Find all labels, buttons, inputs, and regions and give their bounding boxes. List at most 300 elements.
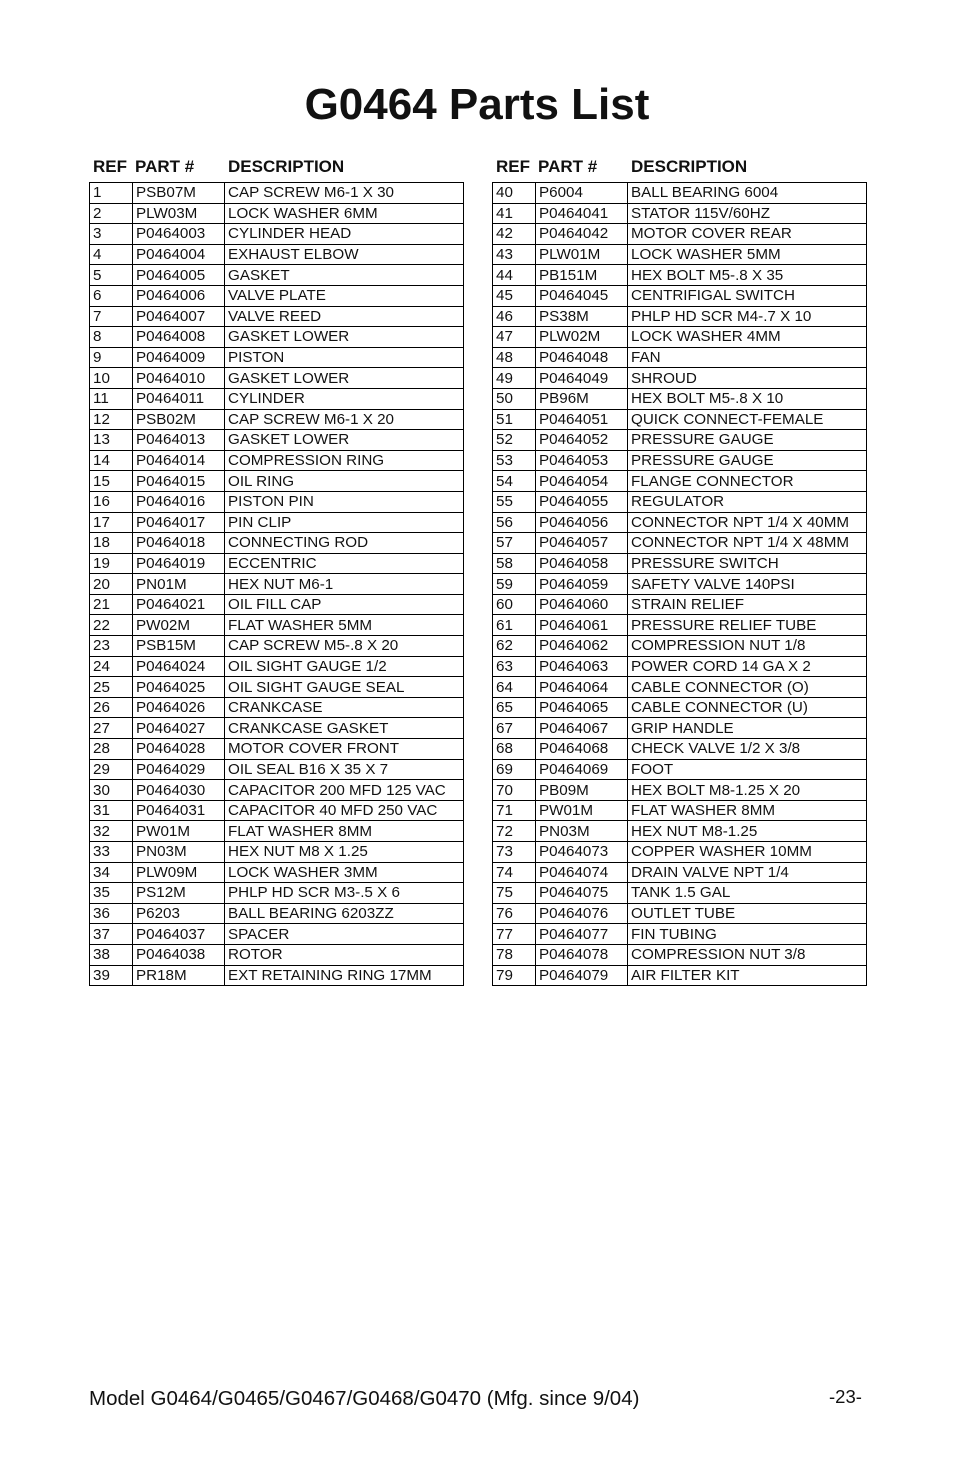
part-number-cell: P0464041 xyxy=(536,203,628,224)
part-number-cell: P0464021 xyxy=(133,594,225,615)
table-row xyxy=(493,491,867,512)
part-number-cell: P0464057 xyxy=(536,533,628,554)
description-cell: FLANGE CONNECTOR xyxy=(628,471,867,492)
table-row xyxy=(90,553,464,574)
ref-cell: 67 xyxy=(493,718,536,739)
part-number-cell: P0464064 xyxy=(536,677,628,698)
part-number-cell: P0464018 xyxy=(133,533,225,554)
parts-grid xyxy=(492,182,867,986)
table-row xyxy=(493,615,867,636)
part-number-cell: PR18M xyxy=(133,965,225,986)
table-row xyxy=(493,244,867,265)
parts-grid xyxy=(89,182,464,986)
part-column-header: PART # xyxy=(538,157,598,176)
description-cell: CAPACITOR 200 MFD 125 VAC xyxy=(225,780,464,801)
ref-cell: 60 xyxy=(493,594,536,615)
description-cell: LOCK WASHER 3MM xyxy=(225,862,464,883)
ref-column-header: REF xyxy=(496,157,530,176)
description-cell: PISTON xyxy=(225,347,464,368)
ref-cell: 11 xyxy=(90,388,133,409)
description-cell: COMPRESSION NUT 1/8 xyxy=(628,636,867,657)
table-row xyxy=(90,677,464,698)
ref-cell: 62 xyxy=(493,636,536,657)
part-number-cell: P0464010 xyxy=(133,368,225,389)
table-row xyxy=(90,615,464,636)
ref-cell: 30 xyxy=(90,780,133,801)
table-header xyxy=(89,154,464,182)
ref-cell: 19 xyxy=(90,553,133,574)
part-number-cell: PW01M xyxy=(133,821,225,842)
ref-cell: 6 xyxy=(90,285,133,306)
part-number-cell: P0464055 xyxy=(536,491,628,512)
description-cell: GASKET LOWER xyxy=(225,430,464,451)
part-number-cell: P0464026 xyxy=(133,697,225,718)
part-number-cell: P0464076 xyxy=(536,903,628,924)
part-number-cell: P0464011 xyxy=(133,388,225,409)
ref-cell: 73 xyxy=(493,842,536,863)
part-number-cell: P0464051 xyxy=(536,409,628,430)
description-cell: CAPACITOR 40 MFD 250 VAC xyxy=(225,800,464,821)
description-cell: HEX BOLT M5-.8 X 35 xyxy=(628,265,867,286)
description-cell: CONNECTING ROD xyxy=(225,533,464,554)
table-row xyxy=(493,739,867,760)
table-row xyxy=(90,594,464,615)
description-cell: VALVE REED xyxy=(225,306,464,327)
part-number-cell: P0464052 xyxy=(536,430,628,451)
description-cell: ROTOR xyxy=(225,944,464,965)
ref-cell: 18 xyxy=(90,533,133,554)
table-row xyxy=(493,800,867,821)
description-cell: GRIP HANDLE xyxy=(628,718,867,739)
page-number: -23- xyxy=(829,1386,862,1407)
table-row xyxy=(90,409,464,430)
table-row xyxy=(493,636,867,657)
table-row xyxy=(90,450,464,471)
part-number-cell: P0464048 xyxy=(536,347,628,368)
ref-cell: 54 xyxy=(493,471,536,492)
ref-cell: 4 xyxy=(90,244,133,265)
description-cell: HEX BOLT M5-.8 X 10 xyxy=(628,388,867,409)
table-row xyxy=(493,677,867,698)
description-cell: PRESSURE GAUGE xyxy=(628,450,867,471)
description-cell: FIN TUBING xyxy=(628,924,867,945)
part-number-cell: P0464016 xyxy=(133,491,225,512)
description-cell: SAFETY VALVE 140PSI xyxy=(628,574,867,595)
ref-cell: 23 xyxy=(90,636,133,657)
ref-cell: 26 xyxy=(90,697,133,718)
table-row xyxy=(90,203,464,224)
ref-cell: 69 xyxy=(493,759,536,780)
description-cell: PHLP HD SCR M3-.5 X 6 xyxy=(225,883,464,904)
part-number-cell: P0464045 xyxy=(536,285,628,306)
ref-cell: 37 xyxy=(90,924,133,945)
description-cell: HEX NUT M8-1.25 xyxy=(628,821,867,842)
part-number-cell: P0464006 xyxy=(133,285,225,306)
description-cell: OIL SEAL B16 X 35 X 7 xyxy=(225,759,464,780)
description-cell: PISTON PIN xyxy=(225,491,464,512)
ref-cell: 46 xyxy=(493,306,536,327)
description-cell: CENTRIFIGAL SWITCH xyxy=(628,285,867,306)
part-number-cell: P0464015 xyxy=(133,471,225,492)
description-cell: VALVE PLATE xyxy=(225,285,464,306)
parts-grid-body xyxy=(493,183,867,986)
parts-grid-body xyxy=(90,183,464,986)
ref-cell: 75 xyxy=(493,883,536,904)
part-number-cell: P0464079 xyxy=(536,965,628,986)
ref-cell: 12 xyxy=(90,409,133,430)
table-row xyxy=(90,224,464,245)
part-number-cell: P0464074 xyxy=(536,862,628,883)
part-number-cell: P0464054 xyxy=(536,471,628,492)
table-row xyxy=(493,512,867,533)
part-number-cell: P6203 xyxy=(133,903,225,924)
description-cell: TANK 1.5 GAL xyxy=(628,883,867,904)
table-row xyxy=(90,533,464,554)
ref-cell: 44 xyxy=(493,265,536,286)
ref-cell: 71 xyxy=(493,800,536,821)
ref-cell: 2 xyxy=(90,203,133,224)
part-number-cell: P0464025 xyxy=(133,677,225,698)
part-number-cell: P0464009 xyxy=(133,347,225,368)
description-cell: COMPRESSION RING xyxy=(225,450,464,471)
table-row xyxy=(493,924,867,945)
table-row xyxy=(90,183,464,204)
ref-cell: 36 xyxy=(90,903,133,924)
ref-cell: 31 xyxy=(90,800,133,821)
ref-cell: 13 xyxy=(90,430,133,451)
description-cell: BALL BEARING 6203ZZ xyxy=(225,903,464,924)
table-row xyxy=(493,594,867,615)
description-cell: CYLINDER HEAD xyxy=(225,224,464,245)
part-number-cell: PS12M xyxy=(133,883,225,904)
table-row xyxy=(90,636,464,657)
part-number-cell: P0464053 xyxy=(536,450,628,471)
part-number-cell: PSB07M xyxy=(133,183,225,204)
part-number-cell: P0464004 xyxy=(133,244,225,265)
table-row xyxy=(493,533,867,554)
table-row xyxy=(493,780,867,801)
table-row xyxy=(90,883,464,904)
part-number-cell: P0464013 xyxy=(133,430,225,451)
description-cell: EXT RETAINING RING 17MM xyxy=(225,965,464,986)
table-row xyxy=(493,430,867,451)
table-row xyxy=(90,471,464,492)
description-cell: OIL RING xyxy=(225,471,464,492)
description-cell: FLAT WASHER 8MM xyxy=(225,821,464,842)
part-number-cell: P0464068 xyxy=(536,739,628,760)
table-row xyxy=(493,368,867,389)
description-cell: PRESSURE RELIEF TUBE xyxy=(628,615,867,636)
description-cell: CONNECTOR NPT 1/4 X 48MM xyxy=(628,533,867,554)
description-cell: STATOR 115V/60HZ xyxy=(628,203,867,224)
part-number-cell: PLW09M xyxy=(133,862,225,883)
description-column-header: DESCRIPTION xyxy=(228,157,345,176)
description-cell: PRESSURE GAUGE xyxy=(628,430,867,451)
table-row xyxy=(493,388,867,409)
ref-cell: 39 xyxy=(90,965,133,986)
part-number-cell: P0464063 xyxy=(536,656,628,677)
table-row xyxy=(90,800,464,821)
table-row xyxy=(493,327,867,348)
description-cell: CHECK VALVE 1/2 X 3/8 xyxy=(628,739,867,760)
table-row xyxy=(90,821,464,842)
parts-table-right xyxy=(492,154,867,986)
table-row xyxy=(493,821,867,842)
part-number-cell: P6004 xyxy=(536,183,628,204)
part-number-cell: P0464005 xyxy=(133,265,225,286)
description-cell: FAN xyxy=(628,347,867,368)
table-row xyxy=(493,224,867,245)
ref-cell: 28 xyxy=(90,739,133,760)
part-number-cell: P0464031 xyxy=(133,800,225,821)
description-cell: ECCENTRIC xyxy=(225,553,464,574)
ref-cell: 38 xyxy=(90,944,133,965)
part-number-cell: P0464075 xyxy=(536,883,628,904)
description-cell: GASKET xyxy=(225,265,464,286)
description-cell: CAP SCREW M6-1 X 20 xyxy=(225,409,464,430)
description-cell: OIL SIGHT GAUGE SEAL xyxy=(225,677,464,698)
part-number-cell: P0464028 xyxy=(133,739,225,760)
footer-model-info: Model G0464/G0465/G0467/G0468/G0470 (Mfg. since 9/04) xyxy=(89,1387,640,1410)
parts-table-left xyxy=(89,154,464,986)
part-number-cell: P0464008 xyxy=(133,327,225,348)
ref-cell: 14 xyxy=(90,450,133,471)
part-number-cell: PW01M xyxy=(536,800,628,821)
description-cell: GASKET LOWER xyxy=(225,327,464,348)
table-row xyxy=(90,430,464,451)
ref-cell: 40 xyxy=(493,183,536,204)
description-cell: HEX NUT M8 X 1.25 xyxy=(225,842,464,863)
part-number-cell: PSB15M xyxy=(133,636,225,657)
ref-cell: 17 xyxy=(90,512,133,533)
description-cell: AIR FILTER KIT xyxy=(628,965,867,986)
part-number-cell: P0464027 xyxy=(133,718,225,739)
table-row xyxy=(493,944,867,965)
part-number-cell: PN03M xyxy=(133,842,225,863)
description-cell: HEX BOLT M8-1.25 X 20 xyxy=(628,780,867,801)
ref-cell: 70 xyxy=(493,780,536,801)
part-number-cell: P0464038 xyxy=(133,944,225,965)
description-cell: FOOT xyxy=(628,759,867,780)
part-number-cell: P0464061 xyxy=(536,615,628,636)
ref-cell: 59 xyxy=(493,574,536,595)
table-row xyxy=(493,409,867,430)
part-number-cell: P0464060 xyxy=(536,594,628,615)
table-row xyxy=(90,697,464,718)
description-column-header: DESCRIPTION xyxy=(631,157,748,176)
description-cell: POWER CORD 14 GA X 2 xyxy=(628,656,867,677)
description-cell: CONNECTOR NPT 1/4 X 40MM xyxy=(628,512,867,533)
ref-cell: 47 xyxy=(493,327,536,348)
ref-cell: 50 xyxy=(493,388,536,409)
table-row xyxy=(90,944,464,965)
ref-cell: 9 xyxy=(90,347,133,368)
ref-cell: 68 xyxy=(493,739,536,760)
table-row xyxy=(493,265,867,286)
part-column-header: PART # xyxy=(135,157,195,176)
table-row xyxy=(493,656,867,677)
ref-cell: 74 xyxy=(493,862,536,883)
ref-cell: 49 xyxy=(493,368,536,389)
part-number-cell: P0464030 xyxy=(133,780,225,801)
ref-cell: 43 xyxy=(493,244,536,265)
ref-cell: 33 xyxy=(90,842,133,863)
description-cell: OIL SIGHT GAUGE 1/2 xyxy=(225,656,464,677)
table-row xyxy=(493,347,867,368)
description-cell: CABLE CONNECTOR (O) xyxy=(628,677,867,698)
part-number-cell: P0464003 xyxy=(133,224,225,245)
part-number-cell: P0464058 xyxy=(536,553,628,574)
table-row xyxy=(493,862,867,883)
part-number-cell: PN03M xyxy=(536,821,628,842)
ref-cell: 24 xyxy=(90,656,133,677)
description-cell: CRANKCASE GASKET xyxy=(225,718,464,739)
part-number-cell: P0464017 xyxy=(133,512,225,533)
ref-cell: 58 xyxy=(493,553,536,574)
table-row xyxy=(493,203,867,224)
ref-cell: 41 xyxy=(493,203,536,224)
part-number-cell: P0464024 xyxy=(133,656,225,677)
description-cell: FLAT WASHER 5MM xyxy=(225,615,464,636)
ref-cell: 1 xyxy=(90,183,133,204)
description-cell: BALL BEARING 6004 xyxy=(628,183,867,204)
part-number-cell: P0464062 xyxy=(536,636,628,657)
description-cell: CRANKCASE xyxy=(225,697,464,718)
ref-cell: 25 xyxy=(90,677,133,698)
ref-cell: 53 xyxy=(493,450,536,471)
description-cell: CYLINDER xyxy=(225,388,464,409)
ref-cell: 27 xyxy=(90,718,133,739)
table-row xyxy=(90,842,464,863)
part-number-cell: PS38M xyxy=(536,306,628,327)
description-cell: HEX NUT M6-1 xyxy=(225,574,464,595)
ref-cell: 29 xyxy=(90,759,133,780)
description-cell: MOTOR COVER REAR xyxy=(628,224,867,245)
part-number-cell: P0464037 xyxy=(133,924,225,945)
ref-cell: 56 xyxy=(493,512,536,533)
ref-cell: 61 xyxy=(493,615,536,636)
part-number-cell: P0464019 xyxy=(133,553,225,574)
ref-cell: 15 xyxy=(90,471,133,492)
description-cell: STRAIN RELIEF xyxy=(628,594,867,615)
part-number-cell: P0464007 xyxy=(133,306,225,327)
ref-cell: 5 xyxy=(90,265,133,286)
table-row xyxy=(90,491,464,512)
part-number-cell: P0464067 xyxy=(536,718,628,739)
part-number-cell: PB09M xyxy=(536,780,628,801)
description-cell: LOCK WASHER 4MM xyxy=(628,327,867,348)
ref-cell: 51 xyxy=(493,409,536,430)
description-cell: SHROUD xyxy=(628,368,867,389)
table-row xyxy=(90,574,464,595)
description-cell: MOTOR COVER FRONT xyxy=(225,739,464,760)
table-row xyxy=(493,306,867,327)
table-row xyxy=(493,718,867,739)
part-number-cell: P0464078 xyxy=(536,944,628,965)
part-number-cell: P0464065 xyxy=(536,697,628,718)
ref-cell: 45 xyxy=(493,285,536,306)
ref-cell: 48 xyxy=(493,347,536,368)
table-row xyxy=(90,780,464,801)
part-number-cell: P0464069 xyxy=(536,759,628,780)
part-number-cell: PSB02M xyxy=(133,409,225,430)
table-row xyxy=(493,553,867,574)
table-row xyxy=(90,903,464,924)
part-number-cell: PN01M xyxy=(133,574,225,595)
description-cell: OUTLET TUBE xyxy=(628,903,867,924)
part-number-cell: P0464073 xyxy=(536,842,628,863)
table-row xyxy=(90,388,464,409)
table-row xyxy=(90,285,464,306)
description-cell: PHLP HD SCR M4-.7 X 10 xyxy=(628,306,867,327)
page-title: G0464 Parts List xyxy=(304,80,650,129)
part-number-cell: P0464042 xyxy=(536,224,628,245)
description-cell: GASKET LOWER xyxy=(225,368,464,389)
part-number-cell: P0464056 xyxy=(536,512,628,533)
ref-cell: 52 xyxy=(493,430,536,451)
table-row xyxy=(493,471,867,492)
part-number-cell: P0464077 xyxy=(536,924,628,945)
table-row xyxy=(90,306,464,327)
part-number-cell: PLW02M xyxy=(536,327,628,348)
ref-cell: 72 xyxy=(493,821,536,842)
description-cell: CABLE CONNECTOR (U) xyxy=(628,697,867,718)
table-row xyxy=(493,903,867,924)
table-row xyxy=(90,759,464,780)
table-row xyxy=(90,512,464,533)
description-cell: LOCK WASHER 5MM xyxy=(628,244,867,265)
table-row xyxy=(90,965,464,986)
table-row xyxy=(90,739,464,760)
ref-cell: 63 xyxy=(493,656,536,677)
description-cell: DRAIN VALVE NPT 1/4 xyxy=(628,862,867,883)
part-number-cell: P0464014 xyxy=(133,450,225,471)
description-cell: SPACER xyxy=(225,924,464,945)
part-number-cell: PW02M xyxy=(133,615,225,636)
description-cell: CAP SCREW M6-1 X 30 xyxy=(225,183,464,204)
ref-cell: 7 xyxy=(90,306,133,327)
table-row xyxy=(493,759,867,780)
table-row xyxy=(90,862,464,883)
ref-cell: 32 xyxy=(90,821,133,842)
ref-cell: 57 xyxy=(493,533,536,554)
table-row xyxy=(493,697,867,718)
part-number-cell: P0464059 xyxy=(536,574,628,595)
part-number-cell: PB96M xyxy=(536,388,628,409)
description-cell: CAP SCREW M5-.8 X 20 xyxy=(225,636,464,657)
ref-cell: 8 xyxy=(90,327,133,348)
ref-cell: 55 xyxy=(493,491,536,512)
table-row xyxy=(90,347,464,368)
ref-cell: 35 xyxy=(90,883,133,904)
table-row xyxy=(90,265,464,286)
description-cell: EXHAUST ELBOW xyxy=(225,244,464,265)
table-row xyxy=(90,718,464,739)
part-number-cell: PB151M xyxy=(536,265,628,286)
description-cell: COPPER WASHER 10MM xyxy=(628,842,867,863)
ref-cell: 3 xyxy=(90,224,133,245)
table-row xyxy=(493,965,867,986)
table-row xyxy=(493,883,867,904)
part-number-cell: P0464049 xyxy=(536,368,628,389)
ref-cell: 78 xyxy=(493,944,536,965)
description-cell: PIN CLIP xyxy=(225,512,464,533)
ref-cell: 22 xyxy=(90,615,133,636)
ref-cell: 10 xyxy=(90,368,133,389)
ref-cell: 64 xyxy=(493,677,536,698)
description-cell: FLAT WASHER 8MM xyxy=(628,800,867,821)
table-row xyxy=(90,656,464,677)
